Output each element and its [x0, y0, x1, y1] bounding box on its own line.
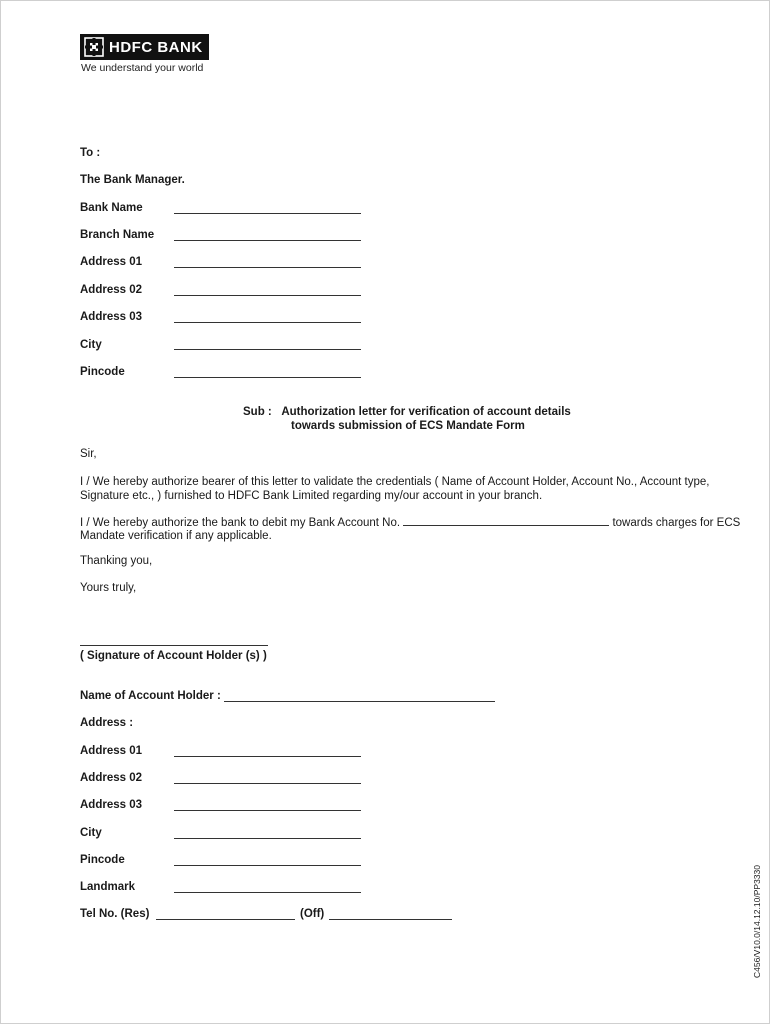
- paragraph-1-line-2: Signature etc., ) furnished to HDFC Bank Limited regarding my/our account in your branch.: [80, 490, 543, 502]
- paragraph-2-suffix: towards charges for ECS: [612, 517, 741, 529]
- brand-name: HDFC BANK: [109, 38, 203, 56]
- holder-city-label: City: [80, 827, 102, 839]
- subject-line-1: [243, 406, 571, 418]
- holder-landmark-label: Landmark: [80, 881, 135, 893]
- branch-name-label: Branch Name: [80, 229, 155, 241]
- account-number-field[interactable]: [403, 515, 609, 526]
- holder-name-label: Name of Account Holder :: [80, 690, 221, 702]
- paragraph-1-line-1: I / We hereby authorize bearer of this letter to validate the credentials ( Name of Account Holder, Account No., Account type,: [80, 476, 710, 488]
- to-address-03-label: Address 03: [80, 311, 143, 323]
- salutation: Sir,: [80, 448, 97, 460]
- signature-field[interactable]: [80, 645, 268, 646]
- closing-text: Yours truly,: [80, 582, 137, 594]
- thanking-text: Thanking you,: [80, 555, 153, 567]
- signature-label: ( Signature of Account Holder (s) ): [80, 650, 267, 662]
- holder-address-03-field[interactable]: [174, 810, 361, 811]
- to-city-field[interactable]: [174, 349, 361, 350]
- tel-off-field[interactable]: [329, 919, 452, 920]
- paragraph-2-line-1: [80, 515, 745, 530]
- holder-landmark-field[interactable]: [174, 892, 361, 893]
- holder-address-02-label: Address 02: [80, 772, 143, 784]
- holder-address-01-label: Address 01: [80, 745, 143, 757]
- to-label: To :: [80, 147, 101, 159]
- tel-res-field[interactable]: [156, 919, 295, 920]
- holder-address-label: Address :: [80, 717, 134, 729]
- holder-city-field[interactable]: [174, 838, 361, 839]
- paragraph-2-line-2: Mandate verification if any applicable.: [80, 530, 272, 542]
- subject-text-2: towards submission of ECS Mandate Form: [291, 420, 525, 432]
- brand-tagline: We understand your world: [81, 62, 204, 74]
- to-address-02-field[interactable]: [174, 295, 361, 296]
- to-pincode-field[interactable]: [174, 377, 361, 378]
- holder-pincode-field[interactable]: [174, 865, 361, 866]
- tel-res-label: Tel No. (Res): [80, 908, 150, 920]
- bank-name-field[interactable]: [174, 213, 361, 214]
- subject-prefix: Sub :: [243, 406, 272, 418]
- holder-name-field[interactable]: [224, 701, 495, 702]
- subject-text-1: Authorization letter for verification of account details: [281, 406, 571, 418]
- to-pincode-label: Pincode: [80, 366, 125, 378]
- form-code: C456/V10.0/14.12.10/PP3330: [752, 865, 762, 978]
- holder-address-01-field[interactable]: [174, 756, 361, 757]
- holder-pincode-label: Pincode: [80, 854, 125, 866]
- to-address-01-label: Address 01: [80, 256, 143, 268]
- to-address-02-label: Address 02: [80, 284, 143, 296]
- holder-address-02-field[interactable]: [174, 783, 361, 784]
- bank-name-label: Bank Name: [80, 202, 143, 214]
- to-address-01-field[interactable]: [174, 267, 361, 268]
- paragraph-2-prefix: I / We hereby authorize the bank to debit my Bank Account No.: [80, 517, 401, 529]
- bank-manager-label: The Bank Manager.: [80, 174, 185, 186]
- to-address-03-field[interactable]: [174, 322, 361, 323]
- tel-off-label: (Off): [300, 908, 325, 920]
- holder-address-03-label: Address 03: [80, 799, 143, 811]
- to-city-label: City: [80, 339, 102, 351]
- hdfc-logo: [80, 34, 209, 60]
- hdfc-logo-icon: [84, 37, 104, 57]
- branch-name-field[interactable]: [174, 240, 361, 241]
